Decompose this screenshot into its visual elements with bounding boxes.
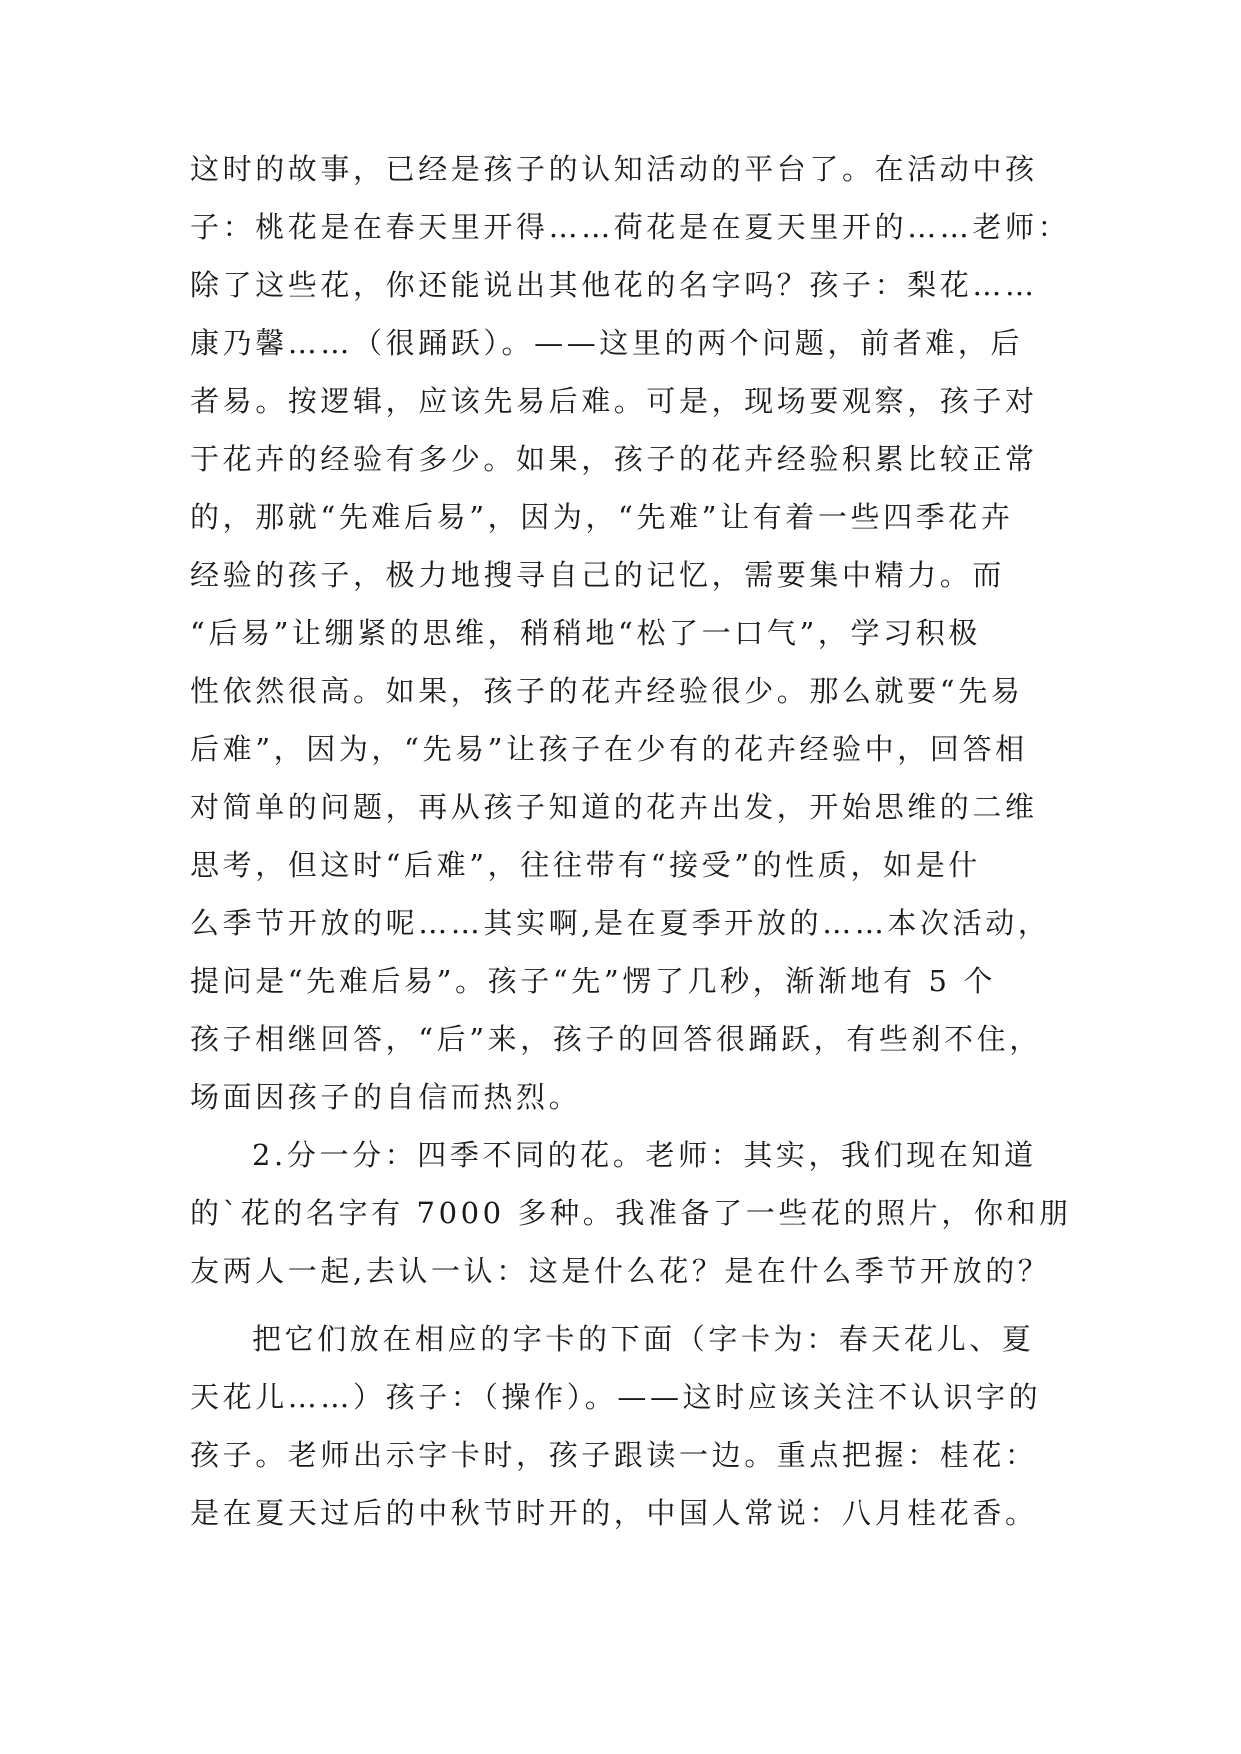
text-line: 友两人一起,去认一认：这是什么花？是在什么季节开放的？ (190, 1254, 1051, 1288)
text-line: 对简单的问题，再从孩子知道的花卉出发，开始思维的二维 (190, 790, 1038, 824)
text-line: 的`花的名字有 7000 多种。我准备了一些花的照片，你和朋 (190, 1196, 1072, 1230)
text-line: 除了这些花，你还能说出其他花的名字吗？孩子：梨花…… (190, 268, 1038, 302)
paragraph-start-line: 把它们放在相应的字卡的下面（字卡为：春天花儿、夏 (252, 1322, 1035, 1356)
text-line: 者易。按逻辑，应该先易后难。可是，现场要观察，孩子对 (190, 384, 1038, 418)
body-text (190, 140, 1070, 1542)
text-line: 于花卉的经验有多少。如果，孩子的花卉经验积累比较正常 (190, 442, 1038, 476)
text-line: 孩子。老师出示字卡时，孩子跟读一边。重点把握：桂花： (190, 1438, 1038, 1472)
text-line: 子：桃花是在春天里开得……荷花是在夏天里开的……老师： (190, 210, 1071, 244)
text-line: 提问是“先难后易”。孩子“先”愣了几秒，渐渐地有 5 个 (190, 964, 996, 998)
text-line: 经验的孩子，极力地搜寻自己的记忆，需要集中精力。而 (190, 558, 1006, 592)
text-line: “后易”让绷紧的思维，稍稍地“松了一口气”，学习积极 (190, 616, 981, 650)
text-line: 性依然很高。如果，孩子的花卉经验很少。那么就要“先易 (190, 674, 1024, 708)
text-line: 场面因孩子的自信而热烈。 (190, 1080, 582, 1114)
text-line: 思考，但这时“后难”，往往带有“接受”的性质，如是什 (190, 848, 981, 882)
text-line: 孩子相继回答，“后”来，孩子的回答很踊跃，有些刹不住， (190, 1022, 1042, 1056)
text-line: 这时的故事，已经是孩子的认知活动的平台了。在活动中孩 (190, 152, 1038, 186)
text-line: 后难”，因为，“先易”让孩子在少有的花卉经验中，回答相 (190, 732, 1028, 766)
paragraph-start-line: 2.分一分：四季不同的花。老师：其实，我们现在知道 (252, 1138, 1037, 1172)
text-line: 么季节开放的呢……其实啊,是在夏季开放的……本次活动， (190, 906, 1051, 940)
text-line: 天花儿……）孩子：（操作）。——这时应该关注不认识字的 (190, 1380, 1042, 1414)
text-line: 是在夏天过后的中秋节时开的，中国人常说：八月桂花香。 (190, 1496, 1038, 1530)
text-line: 康乃馨……（很踊跃）。——这里的两个问题，前者难，后 (190, 326, 1024, 360)
text-line: 的，那就“先难后易”，因为，“先难”让有着一些四季花卉 (190, 500, 1014, 534)
